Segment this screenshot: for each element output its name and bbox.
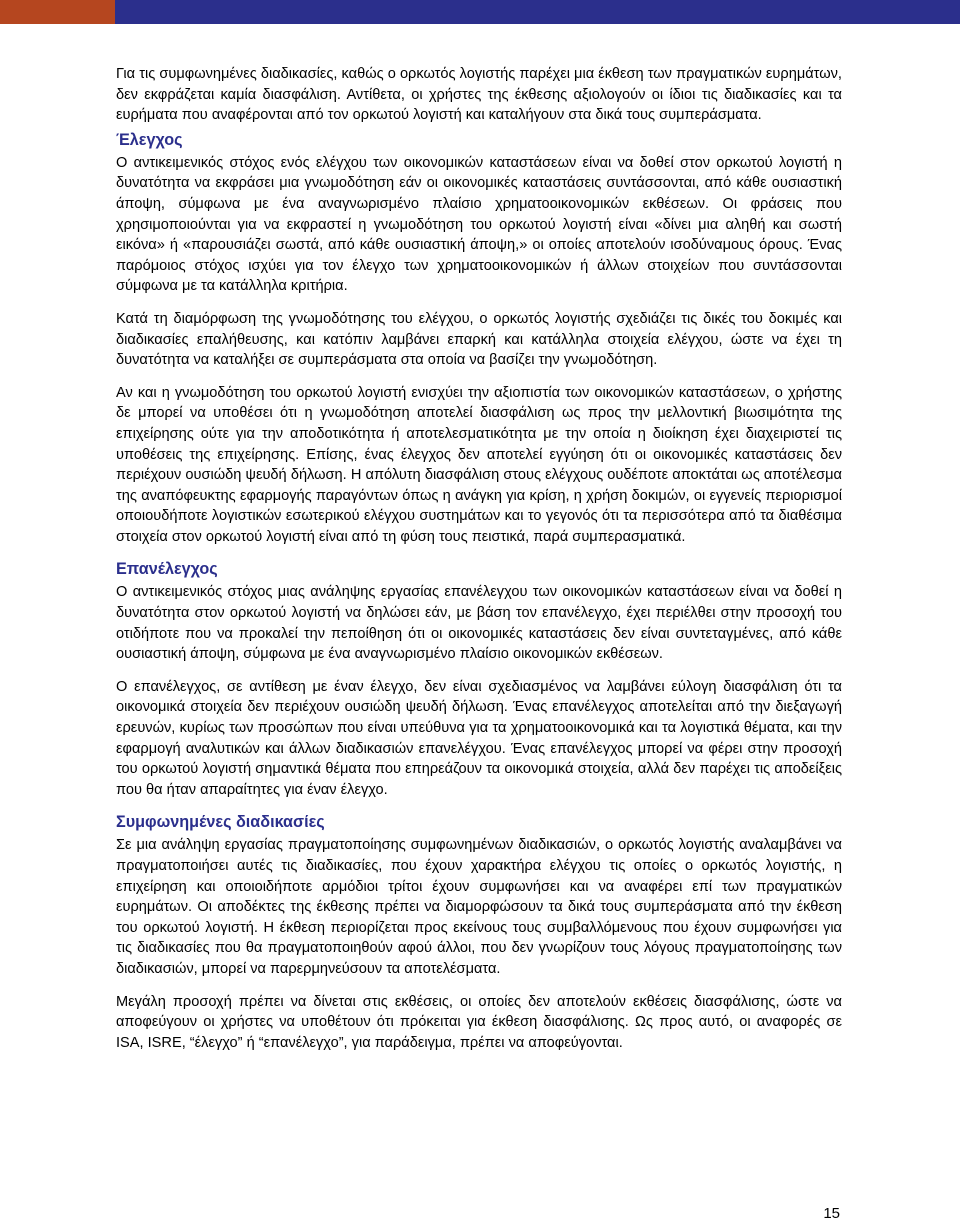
header-accent-segment [0, 0, 115, 24]
page-content [116, 64, 842, 1065]
section-heading-audit: Έλεγχος [116, 130, 183, 149]
page-number: 15 [823, 1205, 840, 1222]
agreed-procedures-paragraph-2: Μεγάλη προσοχή πρέπει να δίνεται στις εκθέσεις, οι οποίες δεν αποτελούν εκθέσεις διασφάλισης, ώστε να αποφεύγουν οι χρήστες να υποθέτουν ότι πρόκειται για έκθεση διασφάλισης. Ως προς αυτό, οι αναφορές σε ISA, ISRE, “έλεγχο” ή “επανέλεγχο”, για παράδειγμα, πρέπει να αποφεύγονται. [116, 993, 842, 1051]
audit-paragraph-1: Ο αντικειμενικός στόχος ενός ελέγχου των οικονομικών καταστάσεων είναι να δοθεί στον ορκωτού λογιστή η δυνατότητα να εκφράσει μια γνωμοδότηση εάν οι οικονομικές καταστάσεις συντάσσονται, από κάθε ουσιαστική άποψη, σύμφωνα με ένα αναγνωρισμένο πλαίσιο χρηματοοικονομικών εκθέσεων. Οι φράσεις που χρησιμοποιούνται για να εκφραστεί η γνωμοδότηση του ορκωτού λογιστή είναι «δίνει μια αληθή και σωστή εικόνα» ή «παρουσιάζει σωστά, από κάθε ουσιαστική άποψη,» οι οποίες αποτελούν ισοδύναμους όρους. Ένας παρόμοιος στόχος ισχύει για τον έλεγχο των χρηματοοικονομικών ή άλλων στοιχείων που συντάσσονται σύμφωνα με τα κατάλληλα κριτήρια. [116, 154, 842, 295]
header-main-segment [115, 0, 960, 24]
review-paragraph-2: Ο επανέλεγχος, σε αντίθεση με έναν έλεγχο, δεν είναι σχεδιασμένος να λαμβάνει εύλογη διασφάλιση ότι τα οικονομικά στοιχεία δεν περιέχουν ουσιώδη ψευδή δήλωση. Ένας επανέλεγχος αποτελείται από την διεξαγωγή ερευνών, κυρίως των προσώπων που είναι υπεύθυνα για τα χρηματοοικονομικά και τα λογιστικά θέματα, και την εφαρμογή αναλυτικών και άλλων διαδικασιών επανελέγχου. Ένας επανέλεγχος μπορεί να φέρει στην προσοχή του ορκωτού λογιστή σημαντικά θέματα που επηρεάζουν τα οικονομικά στοιχεία, αλλά δεν παρέχει τις αποδείξεις που θα ήταν απαραίτητες για έναν έλεγχο. [116, 678, 842, 798]
review-paragraph-1: Ο αντικειμενικός στόχος μιας ανάληψης εργασίας επανέλεγχου των οικονομικών καταστάσεων είναι να δοθεί η δυνατότητα στον ορκωτού λογιστή να δηλώσει εάν, με βάση τον επανέλεγχο, έχει περιέλθει στην προσοχή του οτιδήποτε που να προκαλεί την πεποίθηση ότι οι οικονομικές καταστάσεις δεν είναι συντεταγμένες, από κάθε ουσιαστική άποψη, σύμφωνα με ένα αναγνωρισμένο πλαίσιο οικονομικών εκθέσεων. [116, 584, 842, 663]
audit-paragraph-3: Αν και η γνωμοδότηση του ορκωτού λογιστή ενισχύει την αξιοπιστία των οικονομικών καταστάσεων, ο χρήστης δε μπορεί να υποθέσει ότι η γνωμοδότηση αποτελεί διασφάλιση ως προς την μελλοντική βιωσιμότητα της επιχείρησης ούτε για την αποδοτικότητα ή αποτελεσματικότητα με την οποία η διοίκηση έχει διαχειριστεί τις υποθέσεις της επιχείρησης. Επίσης, ένας έλεγχος δεν αποτελεί εγγύηση ότι οι οικονομικές καταστάσεις δεν περιέχουν ουσιώδη ψευδή δήλωση. Η απόλυτη διασφάλιση στους ελέγχους ουδέποτε αποκτάται ως αποτέλεσμα της αναπόφευκτης εφαρμογής παραγόντων όπως η ανάγκη για κρίση, η χρήση δοκιμών, οι εγγενείς περιορισμοί οποιουδήποτε λογιστικών εσωτερικού ελέγχου συστημάτων και το γεγονός ότι τα περισσότερα από τα διαθέσιμα στοιχεία στον ορκωτού λογιστή είναι από τη φύση τους πειστικά, παρά συμπερασματικά. [116, 384, 842, 545]
intro-paragraph: Για τις συμφωνημένες διαδικασίες, καθώς ο ορκωτός λογιστής παρέχει μια έκθεση των πραγματικών ευρημάτων, δεν εκφράζεται καμία διασφάλιση. Αντίθετα, οι χρήστες της έκθεσης αξιολογούν οι ίδιοι τις διαδικασίες και τα ευρήματα που αναφέρονται από τον ορκωτού λογιστή και καταλήγουν στα δικά τους συμπεράσματα. [116, 66, 842, 124]
agreed-procedures-paragraph-1: Σε μια ανάληψη εργασίας πραγματοποίησης συμφωνημένων διαδικασιών, ο ορκωτός λογιστής αναλαμβάνει να πραγματοποιήσει αυτές τις διαδικασίες, που έχουν χαρακτήρα ελέγχου τις οποίες ο ορκωτός λογιστής, η επιχείρηση και οποιοιδήποτε αρμόδιοι τρίτοι έχουν συμφωνήσει και να αναφέρει επί των πραγματικών ευρημάτων. Οι αποδέκτες της έκθεσης πρέπει να διαμορφώσουν τα δικά τους συμπεράσματα από την έκθεση του ορκωτού λογιστή. Η έκθεση περιορίζεται προς εκείνους τους συμβαλλόμενους που έχουν συμφωνήσει για τις διαδικασίες που θα πραγματοποιηθούν αφού άλλοι, που δεν γνωρίζουν τους λόγους πραγματοποίησης των διαδικασιών, μπορεί να παρερμηνεύσουν τα αποτελέσματα. [116, 837, 842, 977]
audit-paragraph-2: Κατά τη διαμόρφωση της γνωμοδότησης του ελέγχου, ο ορκωτός λογιστής σχεδιάζει τις δικές του δοκιμές και διαδικασίες επαλήθευσης, και κατόπιν λαμβάνει επαρκή και κατάλληλα στοιχεία ελέγχου, ώστε να έχει τη δυνατότητα να καταλήξει σε συμπεράσματα στα οποία να βασίζει την γνωμοδότηση. [116, 310, 842, 369]
section-heading-review: Επανέλεγχος [116, 560, 218, 579]
header-color-bar [0, 0, 960, 24]
section-heading-agreed-procedures: Συμφωνημένες διαδικασίες [116, 813, 325, 832]
